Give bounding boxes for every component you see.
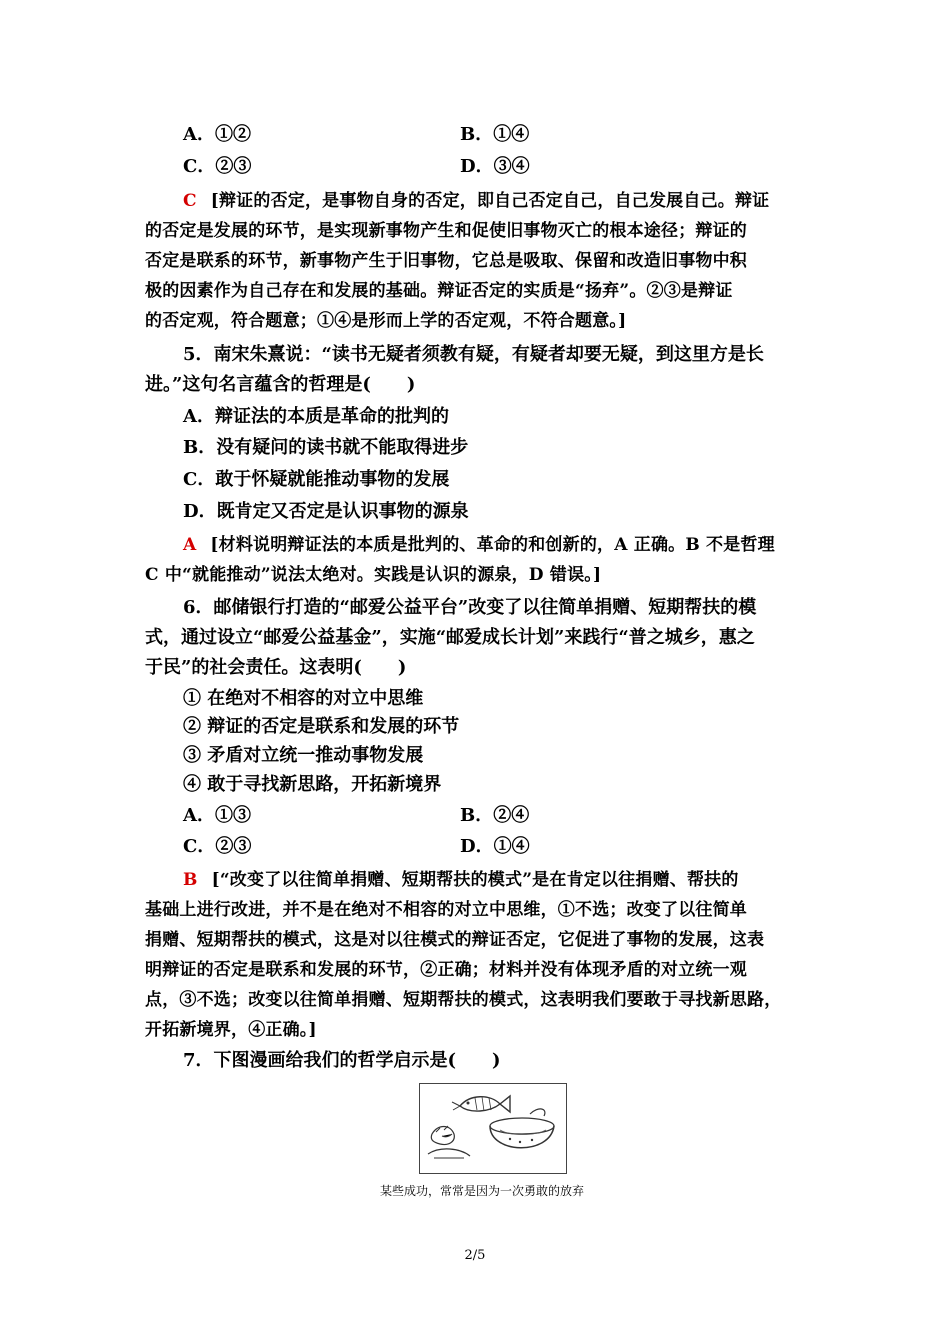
cartoon-drawing — [420, 1084, 566, 1173]
q6-item-4: ④ 敢于寻找新思路，开拓新境界 — [183, 774, 442, 795]
q6-item-1: ① 在绝对不相容的对立中思维 — [183, 688, 424, 709]
q6-answer-line — [183, 868, 739, 892]
q6-explanation-text: 开拓新境界，④正确。] — [145, 1020, 317, 1040]
q5-option-a: A．辩证法的本质是革命的批判的 — [183, 406, 449, 427]
q4-answer-line — [183, 189, 769, 213]
q4-explanation-text: 否定是联系的环节，新事物产生于旧事物，它总是吸取、保留和改造旧事物中积 — [145, 251, 747, 271]
q4-explanation-text: 的否定观，符合题意；①④是形而上学的否定观，不符合题意。] — [145, 311, 627, 331]
q5-option-d: D．既肯定又否定是认识事物的源泉 — [183, 501, 469, 522]
q6-item-3: ③ 矛盾对立统一推动事物发展 — [183, 745, 424, 766]
q4-answer-letter: C — [183, 191, 197, 211]
q6-option-c: C．②③ — [183, 836, 252, 857]
cartoon-caption: 某些成功，常常是因为一次勇敢的放弃 — [380, 1184, 585, 1198]
q5-explanation-text: [材料说明辩证法的本质是批判的、革命的和创新的，A 正确。B 不是哲理 — [210, 535, 775, 555]
q6-stem: 于民”的社会责任。这表明( ) — [145, 657, 407, 678]
q6-answer-letter: B — [183, 870, 198, 890]
q4-option-b: B．①④ — [460, 124, 530, 145]
page-number: 2/5 — [464, 1248, 486, 1263]
q5-explanation-text: C 中“就能推动”说法太绝对。实践是认识的源泉，D 错误。] — [145, 565, 602, 585]
q6-option-a: A．①③ — [183, 805, 251, 826]
q5-stem: 进。”这句名言蕴含的哲理是( ) — [145, 374, 416, 395]
q5-answer-line — [183, 533, 775, 557]
q6-explanation-text: 点，③不选；改变以往简单捐赠、短期帮扶的模式，这表明我们要敢于寻找新思路， — [145, 990, 782, 1010]
cartoon-image — [419, 1083, 567, 1174]
q4-option-c: C．②③ — [183, 156, 252, 177]
q6-stem: 式，通过设立“邮爱公益基金”，实施“邮爱成长计划”来践行“普之城乡，惠之 — [145, 627, 755, 648]
q4-explanation-text: 极的因素作为自己存在和发展的基础。辩证否定的实质是“扬弃”。②③是辩证 — [145, 281, 733, 301]
q4-option-d: D．③④ — [460, 156, 530, 177]
q4-explanation-text: 的否定是发展的环节，是实现新事物产生和促使旧事物灭亡的根本途径；辩证的 — [145, 221, 747, 241]
q7-stem: 7．下图漫画给我们的哲学启示是( ) — [183, 1050, 501, 1071]
q4-explanation-text: [辩证的否定，是事物自身的否定，即自己否定自己，自己发展自己。辩证 — [210, 191, 770, 211]
q6-explanation-text: 捐赠、短期帮扶的模式，这是对以往模式的辩证否定，它促进了事物的发展，这表 — [145, 930, 765, 950]
q6-option-d: D．①④ — [460, 836, 530, 857]
q6-stem: 6．邮储银行打造的“邮爱公益平台”改变了以往简单捐赠、短期帮扶的模 — [183, 597, 757, 618]
q6-explanation-text: 明辩证的否定是联系和发展的环节，②正确；材料并没有体现矛盾的对立统一观 — [145, 960, 747, 980]
q6-item-2: ② 辩证的否定是联系和发展的环节 — [183, 716, 460, 737]
q6-explanation-text: 基础上进行改进，并不是在绝对不相容的对立中思维，①不选；改变了以往简单 — [145, 900, 747, 920]
q5-answer-letter: A — [183, 535, 197, 555]
q6-explanation-text: [“改变了以往简单捐赠、短期帮扶的模式”是在肯定以往捐赠、帮扶的 — [211, 870, 739, 890]
q4-option-a: A．①② — [183, 124, 251, 145]
q5-option-c: C．敢于怀疑就能推动事物的发展 — [183, 469, 450, 490]
q6-option-b: B．②④ — [460, 805, 530, 826]
q5-stem: 5．南宋朱熹说：“读书无疑者须教有疑，有疑者却要无疑，到这里方是长 — [183, 344, 764, 365]
q5-option-b: B．没有疑问的读书就不能取得进步 — [183, 437, 469, 458]
